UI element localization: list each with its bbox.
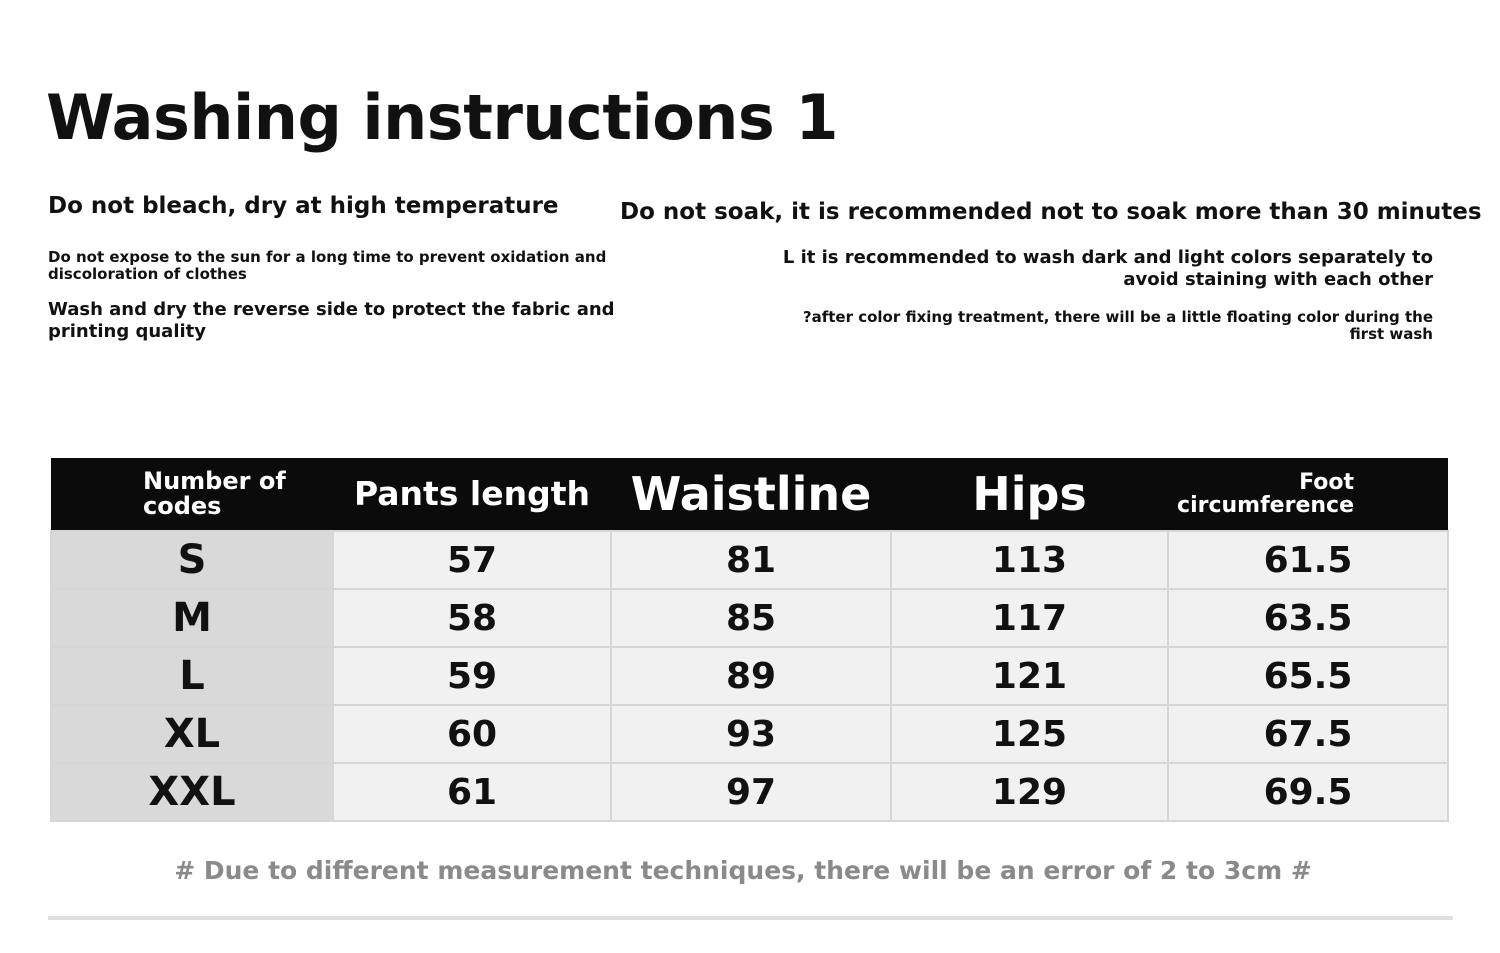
instruction-reverse-side: Wash and dry the reverse side to protect the fabric and printing quality	[48, 299, 615, 342]
table-header-row	[51, 458, 1448, 531]
header-foot-circumference: Foot circumference	[1168, 458, 1448, 531]
instruction-no-bleach: Do not bleach, dry at high temperature	[48, 193, 559, 219]
foot-circumference-cell: 63.5	[1168, 589, 1448, 647]
divider	[48, 916, 1453, 920]
table-row	[51, 531, 1448, 589]
size-table	[50, 458, 1449, 822]
foot-circumference-cell: 67.5	[1168, 705, 1448, 763]
instruction-wash-separately: L it is recommended to wash dark and light colors separately to avoid staining with each other	[782, 247, 1433, 290]
header-waistline: Waistline	[611, 458, 891, 531]
waistline-cell: 97	[611, 763, 891, 821]
size-cell: L	[51, 647, 333, 705]
header-number-of-codes: Number of codes	[51, 458, 333, 531]
measurement-error-note: # Due to different measurement techniques, there will be an error of 2 to 3cm #	[174, 856, 1312, 885]
waistline-cell: 93	[611, 705, 891, 763]
table-row	[51, 647, 1448, 705]
instruction-no-soak: Do not soak, it is recommended not to soak more than 30 minutes	[620, 199, 1482, 225]
foot-circumference-cell: 65.5	[1168, 647, 1448, 705]
pants-length-cell: 58	[333, 589, 611, 647]
header-pants-length: Pants length	[333, 458, 611, 531]
table-row	[51, 763, 1448, 821]
waistline-cell: 85	[611, 589, 891, 647]
instruction-no-sun: Do not expose to the sun for a long time to prevent oxidation and discoloration of clothes	[48, 248, 607, 283]
hips-cell: 117	[891, 589, 1168, 647]
table-row	[51, 589, 1448, 647]
hips-cell: 113	[891, 531, 1168, 589]
table-row	[51, 705, 1448, 763]
size-cell: XXL	[51, 763, 333, 821]
instruction-floating-color: ?after color fixing treatment, there will be a little floating color during the first wash	[802, 308, 1433, 343]
hips-cell: 125	[891, 705, 1168, 763]
hips-cell: 121	[891, 647, 1168, 705]
waistline-cell: 81	[611, 531, 891, 589]
size-cell: XL	[51, 705, 333, 763]
waistline-cell: 89	[611, 647, 891, 705]
foot-circumference-cell: 69.5	[1168, 763, 1448, 821]
foot-circumference-cell: 61.5	[1168, 531, 1448, 589]
header-hips: Hips	[891, 458, 1168, 531]
page-title: Washing instructions 1	[46, 81, 839, 154]
size-cell: M	[51, 589, 333, 647]
pants-length-cell: 57	[333, 531, 611, 589]
pants-length-cell: 61	[333, 763, 611, 821]
hips-cell: 129	[891, 763, 1168, 821]
pants-length-cell: 60	[333, 705, 611, 763]
pants-length-cell: 59	[333, 647, 611, 705]
size-cell: S	[51, 531, 333, 589]
